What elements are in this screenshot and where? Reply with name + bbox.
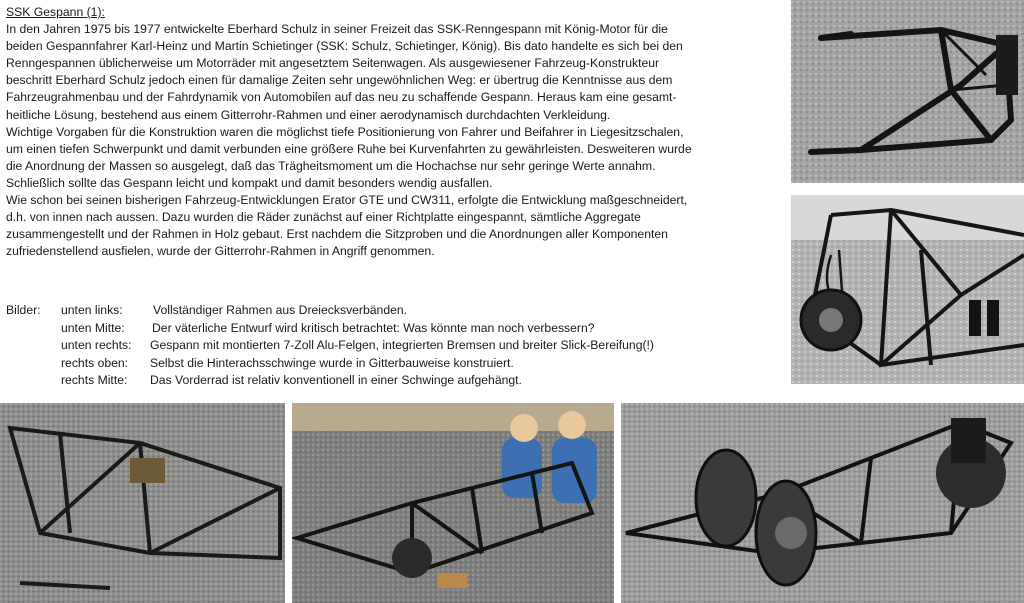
caption-label: unten rechts: xyxy=(61,338,132,352)
complete-frame-image xyxy=(0,403,285,603)
paragraph-line: die Anordnung der Massen so ausgelegt, daß das Trägheitsmoment um die Hochachse nur sehr geringe Werte annahm. xyxy=(6,158,656,173)
paragraph-line: um einen tiefen Schwerpunkt und damit verbunden eine größere Ruhe bei Kurvenfahrten zu gewährleisten. Desweiteren wurde xyxy=(6,141,692,156)
caption-label: unten links: xyxy=(61,303,123,317)
paragraph-line: d.h. von innen nach aussen. Dazu wurden die Räder zunächst auf einer Richtplatte eingespannt, sämtliche Aggregate xyxy=(6,210,641,225)
captions-heading: Bilder: xyxy=(6,303,41,317)
photo-children-with-frame xyxy=(292,403,614,603)
caption-label: rechts oben: xyxy=(61,355,129,370)
paragraph-line: beschritt Eberhard Schulz jedoch einen für damalige Zeiten sehr ungewöhnlichen Weg: er übertrug die Kenntnisse aus dem xyxy=(6,73,673,88)
caption-label: unten Mitte: xyxy=(61,320,125,335)
photo-rear-swing-arm xyxy=(791,0,1024,183)
caption-label: rechts Mitte: xyxy=(61,373,128,387)
article-paragraph xyxy=(6,21,788,260)
paragraph-line: heitliche Lösung, bestehend aus einem Gitterrohr-Rahmen und einer aerodynamisch durchdachten Verkleidung. xyxy=(6,107,611,122)
paragraph-line: zusammengestellt und der Rahmen in Holz gebaut. Erst nachdem die Sitzproben und die Anordnungen aller Komponenten xyxy=(6,227,668,242)
caption-text: Der väterliche Entwurf wird kritisch betrachtet: Was könnte man noch verbessern? xyxy=(152,320,595,335)
caption-text: Das Vorderrad ist relativ konventionell in einer Schwinge aufgehängt. xyxy=(150,373,522,387)
swing-arm-image xyxy=(791,0,1024,183)
caption-text: Selbst die Hinterachsschwinge wurde in Gitterbauweise konstruiert. xyxy=(150,355,514,370)
page-title: SSK Gespann (1): xyxy=(6,5,105,19)
paragraph-line: In den Jahren 1975 bis 1977 entwickelte Eberhard Schulz in seiner Freizeit das SSK-Renngespann mit König-Motor für die xyxy=(6,22,668,37)
article-text xyxy=(6,4,788,260)
photo-front-suspension xyxy=(791,195,1024,384)
photo-sidecar-with-wheels xyxy=(621,403,1024,603)
paragraph-line: Schließlich sollte das Gespann leicht und kompakt und damit besonders wendig ausfallen. xyxy=(6,175,493,190)
children-frame-image xyxy=(292,403,614,603)
photo-complete-frame xyxy=(0,403,285,603)
caption-text: Gespann mit montierten 7-Zoll Alu-Felgen, integrierten Bremsen und breiter Slick-Bereifung(!) xyxy=(150,338,654,352)
front-suspension-image xyxy=(791,195,1024,384)
paragraph-line: Wichtige Vorgaben für die Konstruktion waren die möglichst tiefe Positionierung von Fahrer und Beifahrer in Liegesitzschalen, xyxy=(6,124,684,139)
paragraph-line: beiden Gespannfahrer Karl-Heinz und Martin Schietinger (SSK: Schulz, Schietinger, König). Bis dato handelte es sich bei den xyxy=(6,39,683,54)
sidecar-wheels-image xyxy=(621,403,1024,603)
paragraph-line: Renngespannen üblicherweise um Motorräder mit angesetztem Seitenwagen. Als ausgewiesener Fahrzeug-Konstrukteur xyxy=(6,56,660,71)
paragraph-line: Wie schon bei seinen bisherigen Fahrzeug-Entwicklungen Erator GTE und CW311, erfolgte die Entwicklung maßgeschneidert, xyxy=(6,193,688,208)
paragraph-line: zufriedenstellend ausfielen, wurde der Gitterrohr-Rahmen in Angriff genommen. xyxy=(6,244,435,259)
caption-text: Vollständiger Rahmen aus Dreiecksverbänden. xyxy=(153,303,408,317)
paragraph-line: Fahrzeugrahmenbau und der Fahrdynamik von Automobilen auf das neu zu schaffende Gespann. Heraus kam eine gesamt- xyxy=(6,90,677,105)
